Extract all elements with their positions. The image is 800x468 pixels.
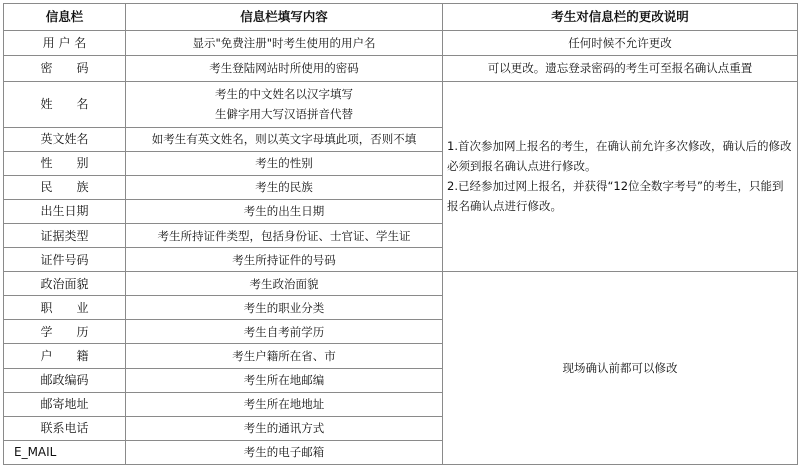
field-label: 性 别 <box>4 151 126 175</box>
merged-note-a <box>443 81 798 272</box>
field-content: 显示"免费注册"时考生使用的用户名 <box>126 31 443 56</box>
field-label: 邮政编码 <box>4 368 126 392</box>
field-label: 英文姓名 <box>4 127 126 151</box>
field-content: 考生登陆网站时所使用的密码 <box>126 56 443 81</box>
field-content: 考生的职业分类 <box>126 296 443 320</box>
field-label: 姓 名 <box>4 81 126 127</box>
field-content <box>126 81 443 127</box>
field-content: 考生的性别 <box>126 151 443 175</box>
field-content: 考生政治面貌 <box>126 272 443 296</box>
field-note: 任何时候不允许更改 <box>443 31 798 56</box>
field-content: 考生的民族 <box>126 175 443 199</box>
field-content: 考生所持证件的号码 <box>126 248 443 272</box>
field-label: 户 籍 <box>4 344 126 368</box>
field-label: 联系电话 <box>4 416 126 440</box>
field-content: 考生所在地邮编 <box>126 368 443 392</box>
field-label: E_MAIL <box>4 440 126 464</box>
field-content: 考生户籍所在省、市 <box>126 344 443 368</box>
field-label: 证件号码 <box>4 248 126 272</box>
field-content: 考生的电子邮箱 <box>126 440 443 464</box>
table-row <box>4 81 798 127</box>
table-row <box>4 56 798 81</box>
field-label: 出生日期 <box>4 199 126 223</box>
field-label: 邮寄地址 <box>4 392 126 416</box>
field-label: 职 业 <box>4 296 126 320</box>
info-field-table <box>3 3 798 465</box>
field-label: 密 码 <box>4 56 126 81</box>
field-note: 可以更改。遗忘登录密码的考生可至报名确认点重置 <box>443 56 798 81</box>
field-content: 如考生有英文姓名，则以英文字母填此项，否则不填 <box>126 127 443 151</box>
note-paragraph: 2.已经参加过网上报名，并获得“12位全数字考号”的考生，只能到报名确认点进行修改。 <box>447 179 784 214</box>
field-content: 考生自考前学历 <box>126 320 443 344</box>
field-content: 考生的通讯方式 <box>126 416 443 440</box>
content-line: 生僻字用大写汉语拼音代替 <box>215 107 353 122</box>
field-label: 学 历 <box>4 320 126 344</box>
merged-note-b: 现场确认前都可以修改 <box>443 272 798 465</box>
table-row <box>4 31 798 56</box>
field-label: 证据类型 <box>4 223 126 247</box>
header-field: 信息栏 <box>4 4 126 31</box>
note-paragraph: 1.首次参加网上报名的考生，在确认前允许多次修改，确认后的修改必须到报名确认点进行修改。 <box>447 139 792 174</box>
header-content: 信息栏填写内容 <box>126 4 443 31</box>
header-row <box>4 4 798 31</box>
content-line: 考生的中文姓名以汉字填写 <box>215 87 353 102</box>
field-label: 政治面貌 <box>4 272 126 296</box>
table-row <box>4 272 798 296</box>
header-note: 考生对信息栏的更改说明 <box>443 4 798 31</box>
field-label: 用 户 名 <box>4 31 126 56</box>
field-content: 考生所在地地址 <box>126 392 443 416</box>
field-label: 民 族 <box>4 175 126 199</box>
field-content: 考生所持证件类型，包括身份证、士官证、学生证 <box>126 223 443 247</box>
field-content: 考生的出生日期 <box>126 199 443 223</box>
